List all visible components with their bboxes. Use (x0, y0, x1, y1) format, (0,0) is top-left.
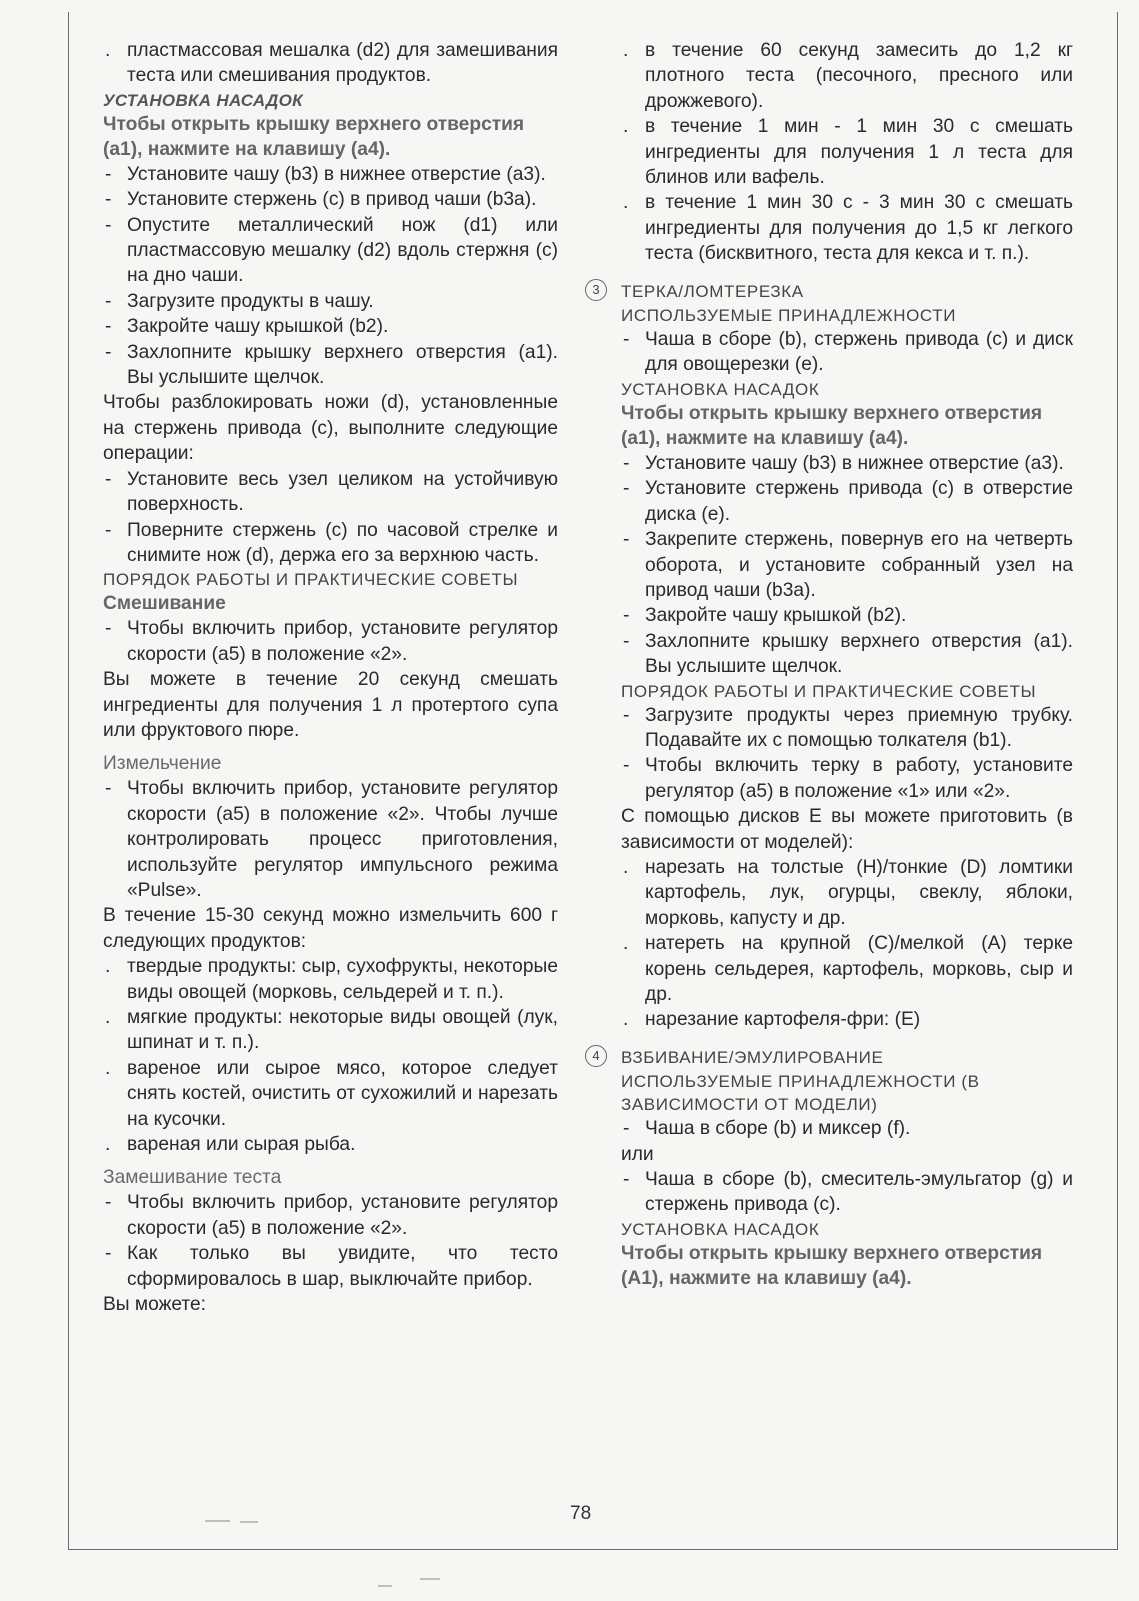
scan-mark (420, 1578, 440, 1580)
list-item (103, 289, 558, 314)
list-marker: - (623, 630, 630, 652)
list-marker: . (105, 1007, 111, 1028)
list-item-text: Загрузите продукты в чашу. (127, 290, 374, 312)
list-item-text: в течение 1 мин - 1 мин 30 с смешать ингредиенты для получения 1 л теста для блинов или вафель. (645, 116, 1073, 189)
list-item-text: Чаша в сборе (b), стержень привода (c) и диск для овощерезки (e). (645, 329, 1073, 376)
list-marker: - (623, 478, 630, 500)
paragraph: В течение 15-30 секунд можно измельчить 600 г следующих продуктов: (103, 905, 558, 952)
list-item (621, 527, 1073, 603)
list-item (103, 1241, 558, 1292)
list-item (621, 855, 1073, 931)
list-marker: - (105, 778, 112, 800)
list-marker: - (623, 529, 630, 551)
list-item-text: Установите стержень (c) в привод чаши (b3a). (127, 189, 537, 211)
list-item (621, 476, 1073, 527)
subsection-heading: УСТАНОВКА НАСАДОК (621, 379, 820, 399)
list-marker: - (623, 704, 630, 726)
list-item-text: Закройте чашу крышкой (b2). (127, 316, 389, 338)
list-item-text: Установите весь узел целиком на устойчивую поверхность. (127, 468, 558, 516)
list-marker: . (105, 956, 111, 978)
list-marker: - (105, 290, 112, 312)
list-marker: . (105, 40, 111, 61)
topic-subhead: Замешивание теста (103, 1167, 282, 1189)
list-marker: - (105, 1243, 112, 1265)
list-item-text: вареное или сырое мясо, которое следует снять костей, очистить от сухожилий и нарезать на кусочки. (127, 1057, 558, 1130)
list-item-text: Чтобы включить прибор, установите регулятор скорости (a5) в положение «2». (127, 1192, 558, 1239)
scan-mark (240, 1521, 258, 1523)
list-item (621, 38, 1073, 114)
paragraph: Вы можете в течение 20 секунд смешать ингредиенты для получения 1 л протертого супа или фруктового пюре. (103, 669, 558, 741)
list-item-text: в течение 60 секунд замесить до 1,2 кг плотного теста (песочного, пресного или дрожжевого). (645, 40, 1073, 112)
list-marker: . (623, 856, 629, 878)
section-title: ТЕРКА/ЛОМТЕРЕЗКА (621, 281, 804, 301)
list-item (103, 187, 558, 212)
list-item (103, 616, 558, 667)
instruction-subhead: Чтобы открыть крышку верхнего отверстия (a1), нажмите на клавишу (a4). (103, 113, 525, 160)
subsection-heading: ПОРЯДОК РАБОТЫ И ПРАКТИЧЕСКИЕ СОВЕТЫ (103, 570, 519, 590)
list-marker: - (623, 1118, 630, 1140)
list-item (103, 1056, 558, 1132)
list-item (621, 703, 1073, 754)
list-item-text: Как только вы увидите, что тесто сформировалось в шар, выключайте прибор. (127, 1243, 558, 1290)
list-marker: - (105, 214, 112, 236)
list-marker: - (105, 468, 112, 490)
list-item-text: натереть на крупной (C)/мелкой (A) терке корень сельдерея, картофель, морковь, сыр и др. (645, 933, 1073, 1005)
list-item-text: Захлопните крышку верхнего отверстия (a1). Вы услышите щелчок. (127, 341, 558, 389)
page-number: 78 (570, 1503, 592, 1524)
list-marker: - (623, 452, 630, 474)
list-marker: - (105, 163, 112, 185)
subsection-heading: УСТАНОВКА НАСАДОК (103, 90, 303, 110)
list-marker: - (105, 519, 112, 541)
list-marker: - (623, 329, 630, 351)
list-item (621, 603, 1073, 628)
list-item-text: Захлопните крышку верхнего отверстия (a1). Вы услышите щелчок. (645, 630, 1073, 678)
list-item-text: Чаша в сборе (b), смеситель-эмульгатор (g) и стержень привода (c). (645, 1169, 1073, 1216)
list-item (103, 162, 558, 187)
paragraph: Чтобы разблокировать ножи (d), установленные на стержень привода (c), выполните следующие операции: (103, 392, 558, 465)
list-item (621, 931, 1073, 1007)
list-item-text: в течение 1 мин 30 с - 3 мин 30 с смешать ингредиенты для получения до 1,5 кг легкого теста (бисквитного, теста для кекса и т. п.). (645, 192, 1073, 265)
list-marker: - (623, 1169, 630, 1191)
instruction-subhead: Чтобы открыть крышку верхнего отверстия (A1), нажмите на клавишу (a4). (621, 1242, 1043, 1289)
list-item (103, 1132, 558, 1157)
scan-mark (378, 1585, 392, 1587)
list-item (621, 1167, 1073, 1218)
list-item (621, 753, 1073, 804)
section-number-badge: 4 (585, 1045, 607, 1067)
list-item-text: Чтобы включить прибор, установите регулятор скорости (a5) в положение «2». (127, 618, 558, 665)
paragraph: Вы можете: (103, 1294, 207, 1316)
list-item (103, 38, 558, 89)
list-item-text: Чаша в сборе (b) и миксер (f). (645, 1118, 911, 1140)
paragraph: или (621, 1143, 654, 1165)
list-item (103, 776, 558, 903)
list-marker: . (105, 1134, 111, 1156)
list-item-text: Чтобы включить прибор, установите регулятор скорости (a5) в положение «2». Чтобы лучше контролировать процесс приготовления, используйте регулятор импульсного режима «Pulse». (127, 778, 558, 901)
section-number-badge: 3 (585, 279, 607, 301)
list-marker: . (623, 192, 629, 214)
list-item-text: Поверните стержень (c) по часовой стрелке и снимите нож (d), держа его за верхнюю часть. (127, 519, 558, 566)
section-heading (592, 1045, 1073, 1070)
list-item-text: твердые продукты: сыр, сухофрукты, некоторые виды овощей (морковь, сельдерей и т. п.). (127, 956, 558, 1003)
list-item-text: вареная или сырая рыба. (127, 1134, 356, 1156)
list-item (621, 1007, 1073, 1032)
list-marker: - (105, 316, 112, 338)
instruction-subhead: Смешивание (103, 593, 226, 615)
instruction-subhead: Чтобы открыть крышку верхнего отверстия (a1), нажмите на клавишу (a4). (621, 402, 1043, 449)
paragraph: С помощью дисков E вы можете приготовить (в зависимости от моделей): (621, 806, 1073, 853)
list-marker: - (105, 618, 112, 640)
section-heading (592, 279, 1073, 304)
list-item-text: Опустите металлический нож (d1) или пластмассовую мешалку (d2) вдоль стержня (c) на дно чаши. (127, 214, 558, 287)
list-item-text: мягкие продукты: некоторые виды овощей (лук, шпинат и т. п.). (127, 1007, 558, 1054)
list-item (103, 954, 558, 1005)
list-item (621, 629, 1073, 680)
right-column (592, 38, 1073, 1291)
list-item-text: нарезание картофеля-фри: (E) (645, 1009, 921, 1031)
list-marker: . (623, 40, 629, 61)
list-marker: - (623, 755, 630, 777)
list-item-text: Чтобы включить терку в работу, установите регулятор (a5) в положение «1» или «2». (645, 755, 1073, 802)
list-item-text: Установите стержень привода (c) в отверстие диска (e). (645, 478, 1073, 525)
list-item (621, 190, 1073, 266)
list-item-text: нарезать на толстые (H)/тонкие (D) ломтики картофель, лук, огурцы, свеклу, яблоки, морковь, капусту и др. (645, 856, 1073, 929)
list-marker: . (623, 933, 629, 955)
subsection-heading: ИСПОЛЬЗУЕМЫЕ ПРИНАДЛЕЖНОСТИ (621, 306, 957, 326)
subsection-heading: ИСПОЛЬЗУЕМЫЕ ПРИНАДЛЕЖНОСТИ (В ЗАВИСИМОСТИ ОТ МОДЕЛИ) (621, 1072, 980, 1115)
list-item-text: Загрузите продукты через приемную трубку. Подавайте их с помощью толкателя (b1). (645, 704, 1073, 751)
list-item (103, 467, 558, 518)
left-column (103, 38, 558, 1317)
list-item (103, 518, 558, 569)
list-item (621, 114, 1073, 190)
scan-mark (205, 1520, 230, 1522)
section-title: ВЗБИВАНИЕ/ЭМУЛИРОВАНИЕ (621, 1047, 884, 1067)
list-marker: - (623, 605, 630, 627)
list-item-text: Закрепите стержень, повернув его на четверть оборота, и установите собранный узел на привод чаши (b3a). (645, 529, 1073, 601)
list-marker: . (105, 1057, 111, 1079)
subsection-heading: ПОРЯДОК РАБОТЫ И ПРАКТИЧЕСКИЕ СОВЕТЫ (621, 681, 1037, 701)
topic-subhead: Измельчение (103, 753, 222, 775)
list-item (103, 340, 558, 391)
list-item (103, 314, 558, 339)
list-marker: . (623, 116, 629, 138)
list-marker: - (105, 341, 112, 363)
list-item (621, 327, 1073, 378)
list-item-text: Установите чашу (b3) в нижнее отверстие (a3). (645, 452, 1064, 474)
list-item (621, 1116, 1073, 1141)
list-marker: . (623, 1009, 629, 1031)
list-marker: - (105, 189, 112, 211)
list-item (103, 1190, 558, 1241)
list-item-text: Установите чашу (b3) в нижнее отверстие (a3). (127, 163, 546, 185)
subsection-heading: УСТАНОВКА НАСАДОК (621, 1219, 820, 1239)
list-item (103, 213, 558, 289)
list-marker: - (105, 1192, 112, 1214)
list-item-text: пластмассовая мешалка (d2) для замешивания теста или смешивания продуктов. (127, 40, 558, 87)
list-item-text: Закройте чашу крышкой (b2). (645, 605, 907, 627)
list-item (621, 451, 1073, 476)
list-item (103, 1005, 558, 1056)
